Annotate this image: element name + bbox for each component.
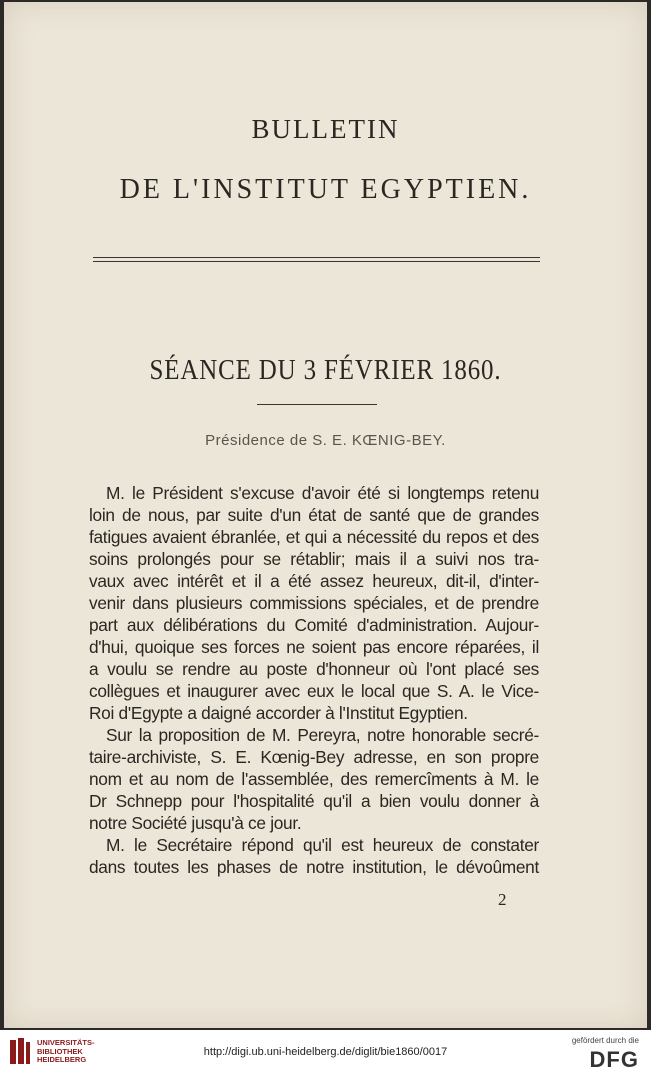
library-name-line: HEIDELBERG: [37, 1055, 87, 1064]
scanned-page: [4, 2, 647, 1028]
body-line: soins prolongés pour se rétablir; mais il a suivi nos tra-: [89, 549, 539, 569]
body-line: venir dans plusieurs commissions spéciales, et de prendre: [89, 593, 539, 613]
short-rule-divider: [257, 404, 377, 405]
body-line: Roi d'Egypte a daigné accorder à l'Institut Egyptien.: [89, 703, 468, 723]
institut-title: DE L'INSTITUT EGYPTIEN.: [119, 174, 532, 205]
body-line: part aux délibérations du Comité d'administration. Aujour-: [89, 615, 539, 635]
digitization-footer: [0, 1030, 651, 1077]
body-line: loin de nous, par suite d'un état de santé que de grandes: [89, 505, 539, 525]
library-name-line: BIBLIOTHEK: [37, 1046, 83, 1056]
body-line: vaux avec intérêt et il a été assez heureux, dit-il, d'inter-: [89, 571, 539, 591]
body-line: fatigues avaient ébranlée, et qui a nécessité du repos et des: [89, 527, 539, 547]
sponsor-label: gefördert durch die: [571, 1036, 639, 1045]
page-number: 2: [498, 890, 507, 909]
body-line: Sur la proposition de M. Pereyra, notre honorable secré-: [106, 725, 539, 745]
body-line: dans toutes les phases de notre institution, le dévoûment: [89, 857, 539, 877]
library-name-line: UNIVERSITÄTS-: [37, 1038, 95, 1047]
body-line: d'hui, quoique ses forces ne soient pas encore réparées, il: [89, 637, 539, 657]
permalink-url[interactable]: http://digi.ub.uni-heidelberg.de/diglit/bie1860/0017: [203, 1046, 448, 1058]
presidence-line: Présidence de S. E. KŒNIG-BEY.: [205, 432, 446, 449]
body-line: M. le Secrétaire répond qu'il est heureux de constater: [106, 835, 539, 855]
body-line: nom et au nom de l'assemblée, des remercîments à M. le: [89, 769, 539, 789]
body-line: taire-archiviste, S. E. Kœnig-Bey adresse, en son propre: [89, 747, 539, 767]
body-line: M. le Président s'excuse d'avoir été si longtemps retenu: [106, 483, 539, 503]
dfg-logo[interactable]: DFG: [589, 1047, 639, 1072]
body-line: notre Société jusqu'à ce jour.: [89, 813, 302, 833]
body-line: collègues et inaugurer avec eux le local que S. A. le Vice-: [89, 681, 539, 701]
body-line: a voulu se rendre au poste d'honneur où l'ont placé ses: [89, 659, 539, 679]
bulletin-title: BULLETIN: [251, 114, 400, 144]
seance-heading: SÉANCE DU 3 FÉVRIER 1860.: [149, 354, 502, 386]
body-line: Dr Schnepp pour l'hospitalité qu'il a bien voulu donner à: [89, 791, 539, 811]
double-rule-divider: [93, 257, 540, 262]
